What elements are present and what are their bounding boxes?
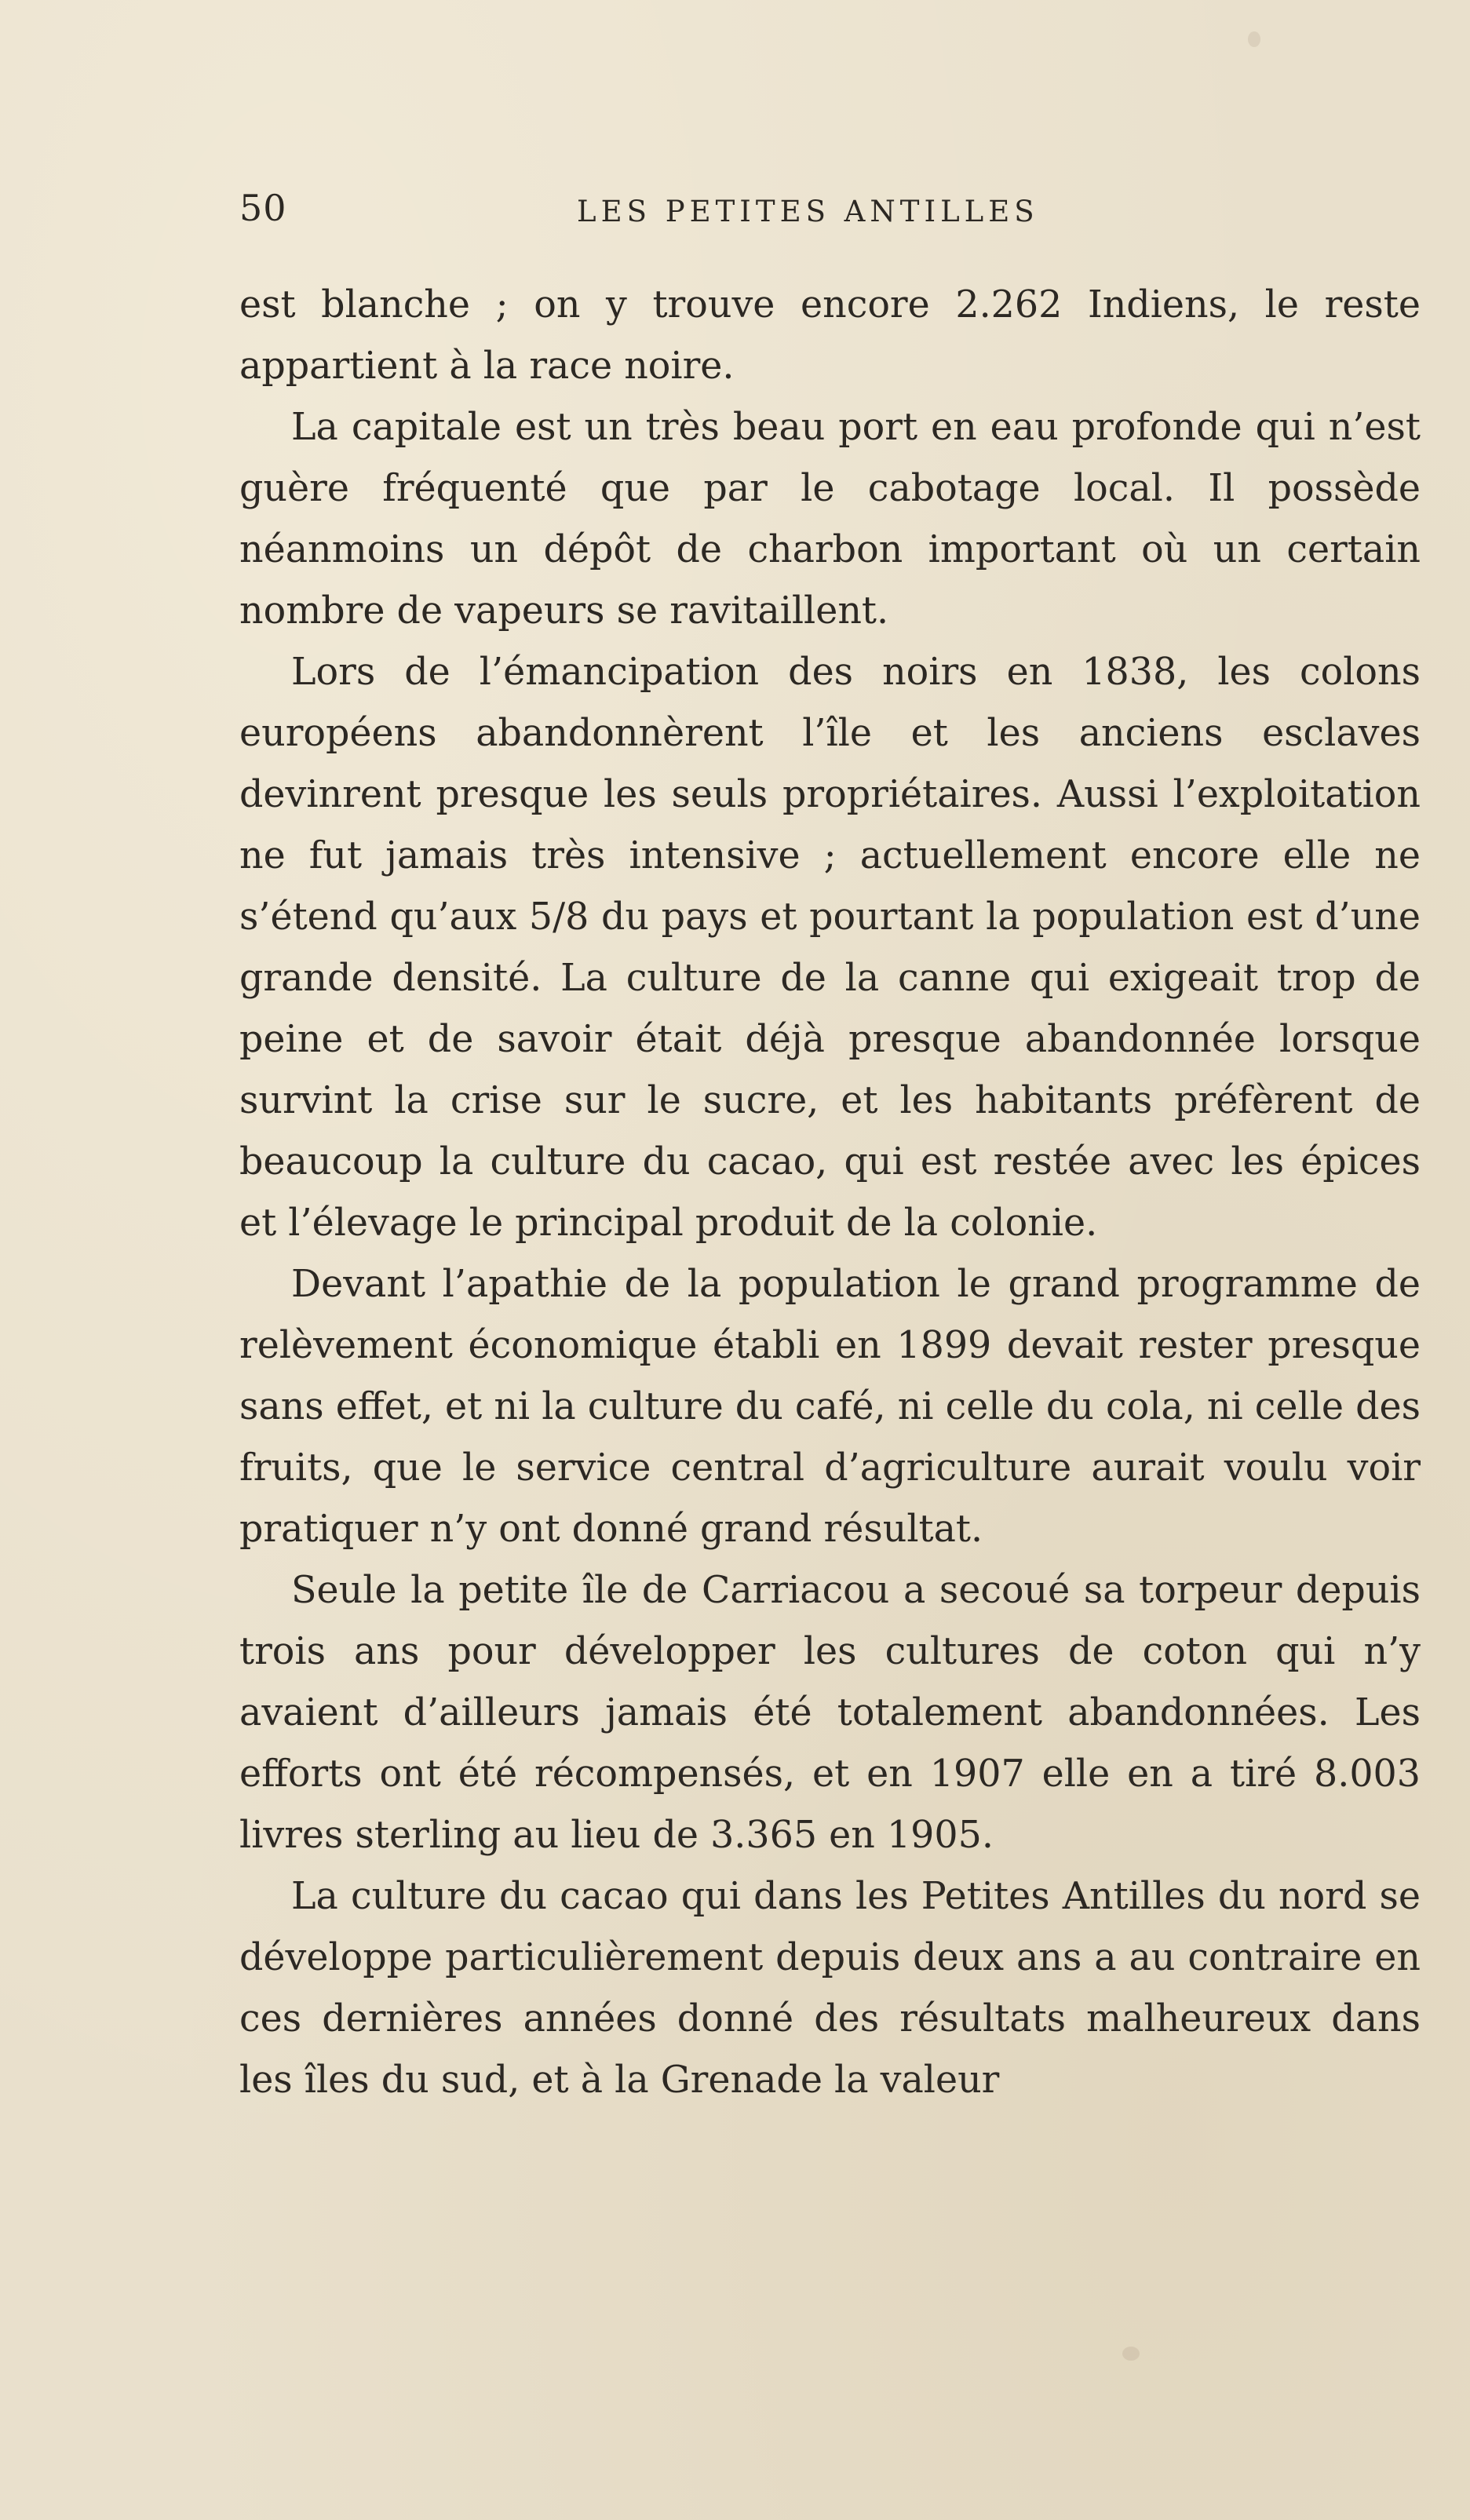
running-title: LES PETITES ANTILLES	[577, 195, 1039, 228]
paragraph: Devant l’apathie de la population le grand programme de relèvement économique établi en 1899 devait rester presque sans effet, et ni la culture du café, ni celle du cola, ni celle des fruits, que le service central d’agriculture aurait voulu voir pratiquer n’y ont donné grand résultat.	[239, 1263, 1421, 1551]
paragraph: Seule la petite île de Carriacou a secoué sa torpeur depuis trois ans pour développer les cultures de coton qui n’y avaient d’ailleurs jamais été totalement abandonnées. Les efforts ont été récompensés, et en 1907 elle en a tiré 8.003 livres sterling au lieu de 3.365 en 1905.	[239, 1569, 1421, 1857]
paper-stain	[1122, 2347, 1140, 2361]
paragraph: Lors de l’émancipation des noirs en 1838, les colons européens abandonnèrent l’île et les anciens esclaves devinrent presque les seuls propriétaires. Aussi l’exploitation ne fut jamais très intensive ; actuellement encore elle ne s’étend qu’aux 5/8 du pays et pourtant la population est d’une grande densité. La culture de la canne qui exigeait trop de peine et de savoir était déjà presque abandonnée lorsque survint la crise sur le sucre, et les habitants préfèrent de beaucoup la culture du cacao, qui est restée avec les épices et l’élevage le principal produit de la colonie.	[239, 651, 1421, 1245]
paper-stain	[1248, 31, 1260, 47]
paragraph: La capitale est un très beau port en eau profonde qui n’est guère fréquenté que par le cabotage local. Il possède néanmoins un dépôt de charbon important où un certain nombre de vapeurs se ravitaillent.	[239, 406, 1421, 633]
page-number: 50	[239, 187, 287, 229]
body-text	[239, 275, 1421, 2111]
paragraph: La culture du cacao qui dans les Petites Antilles du nord se développe particulièrement depuis deux ans a au contraire en ces dernières années donné des résultats malheureux dans les îles du sud, et à la Grenade la valeur	[239, 1875, 1421, 2102]
paragraph: est blanche ; on y trouve encore 2.262 Indiens, le reste appartient à la race noire.	[239, 283, 1421, 388]
page-header	[239, 187, 1107, 242]
